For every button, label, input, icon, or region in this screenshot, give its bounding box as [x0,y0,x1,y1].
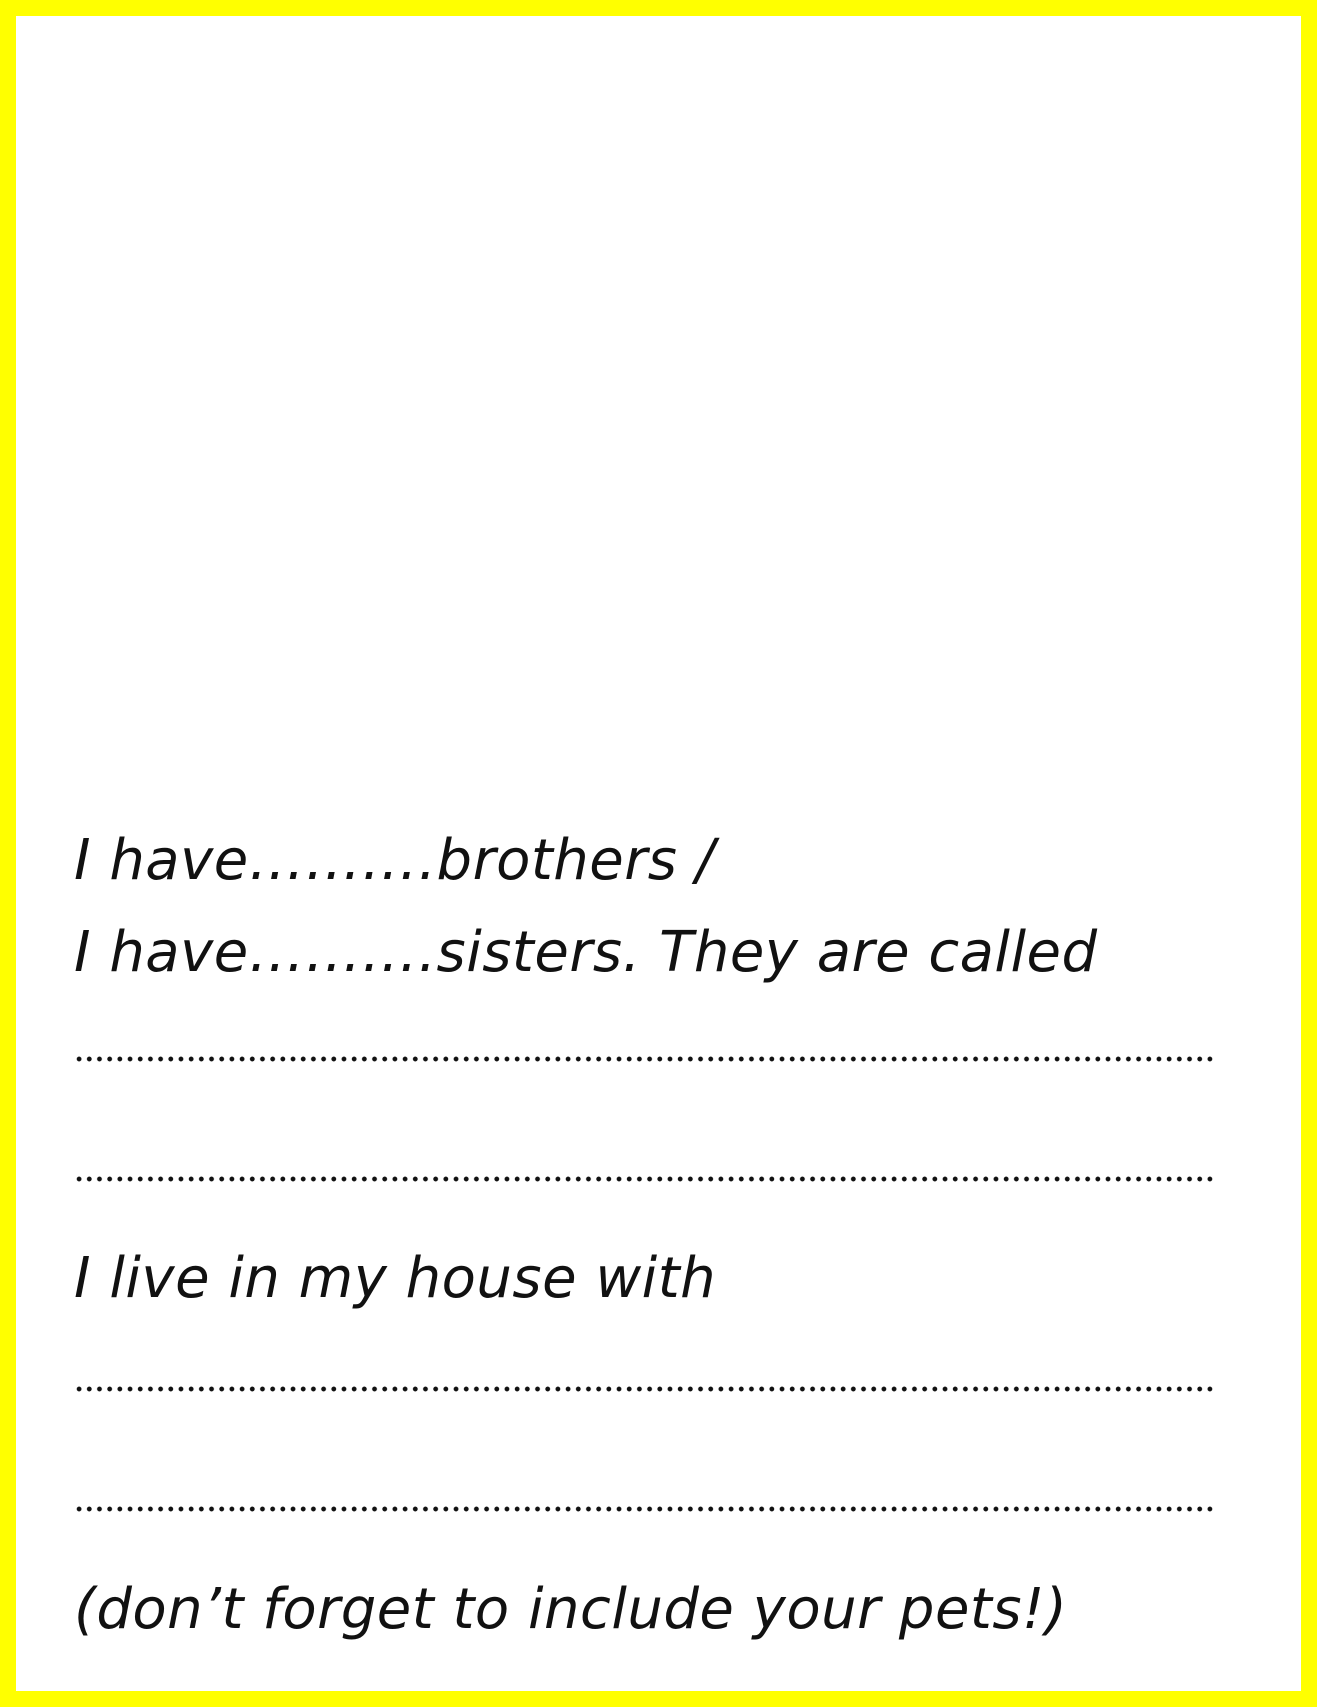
answer-line-3[interactable] [74,1385,1214,1393]
drawing-area[interactable] [40,40,1277,800]
house-prompt: I live in my house with [74,1246,717,1311]
answer-line-1[interactable] [74,1055,1214,1063]
sisters-prompt: I have……….sisters. They are called [74,920,1098,985]
pets-note: (don’t forget to include your pets!) [74,1577,1068,1642]
brothers-prompt: I have……….brothers / [74,828,716,893]
answer-line-4[interactable] [74,1505,1214,1513]
answer-line-2[interactable] [74,1175,1214,1183]
